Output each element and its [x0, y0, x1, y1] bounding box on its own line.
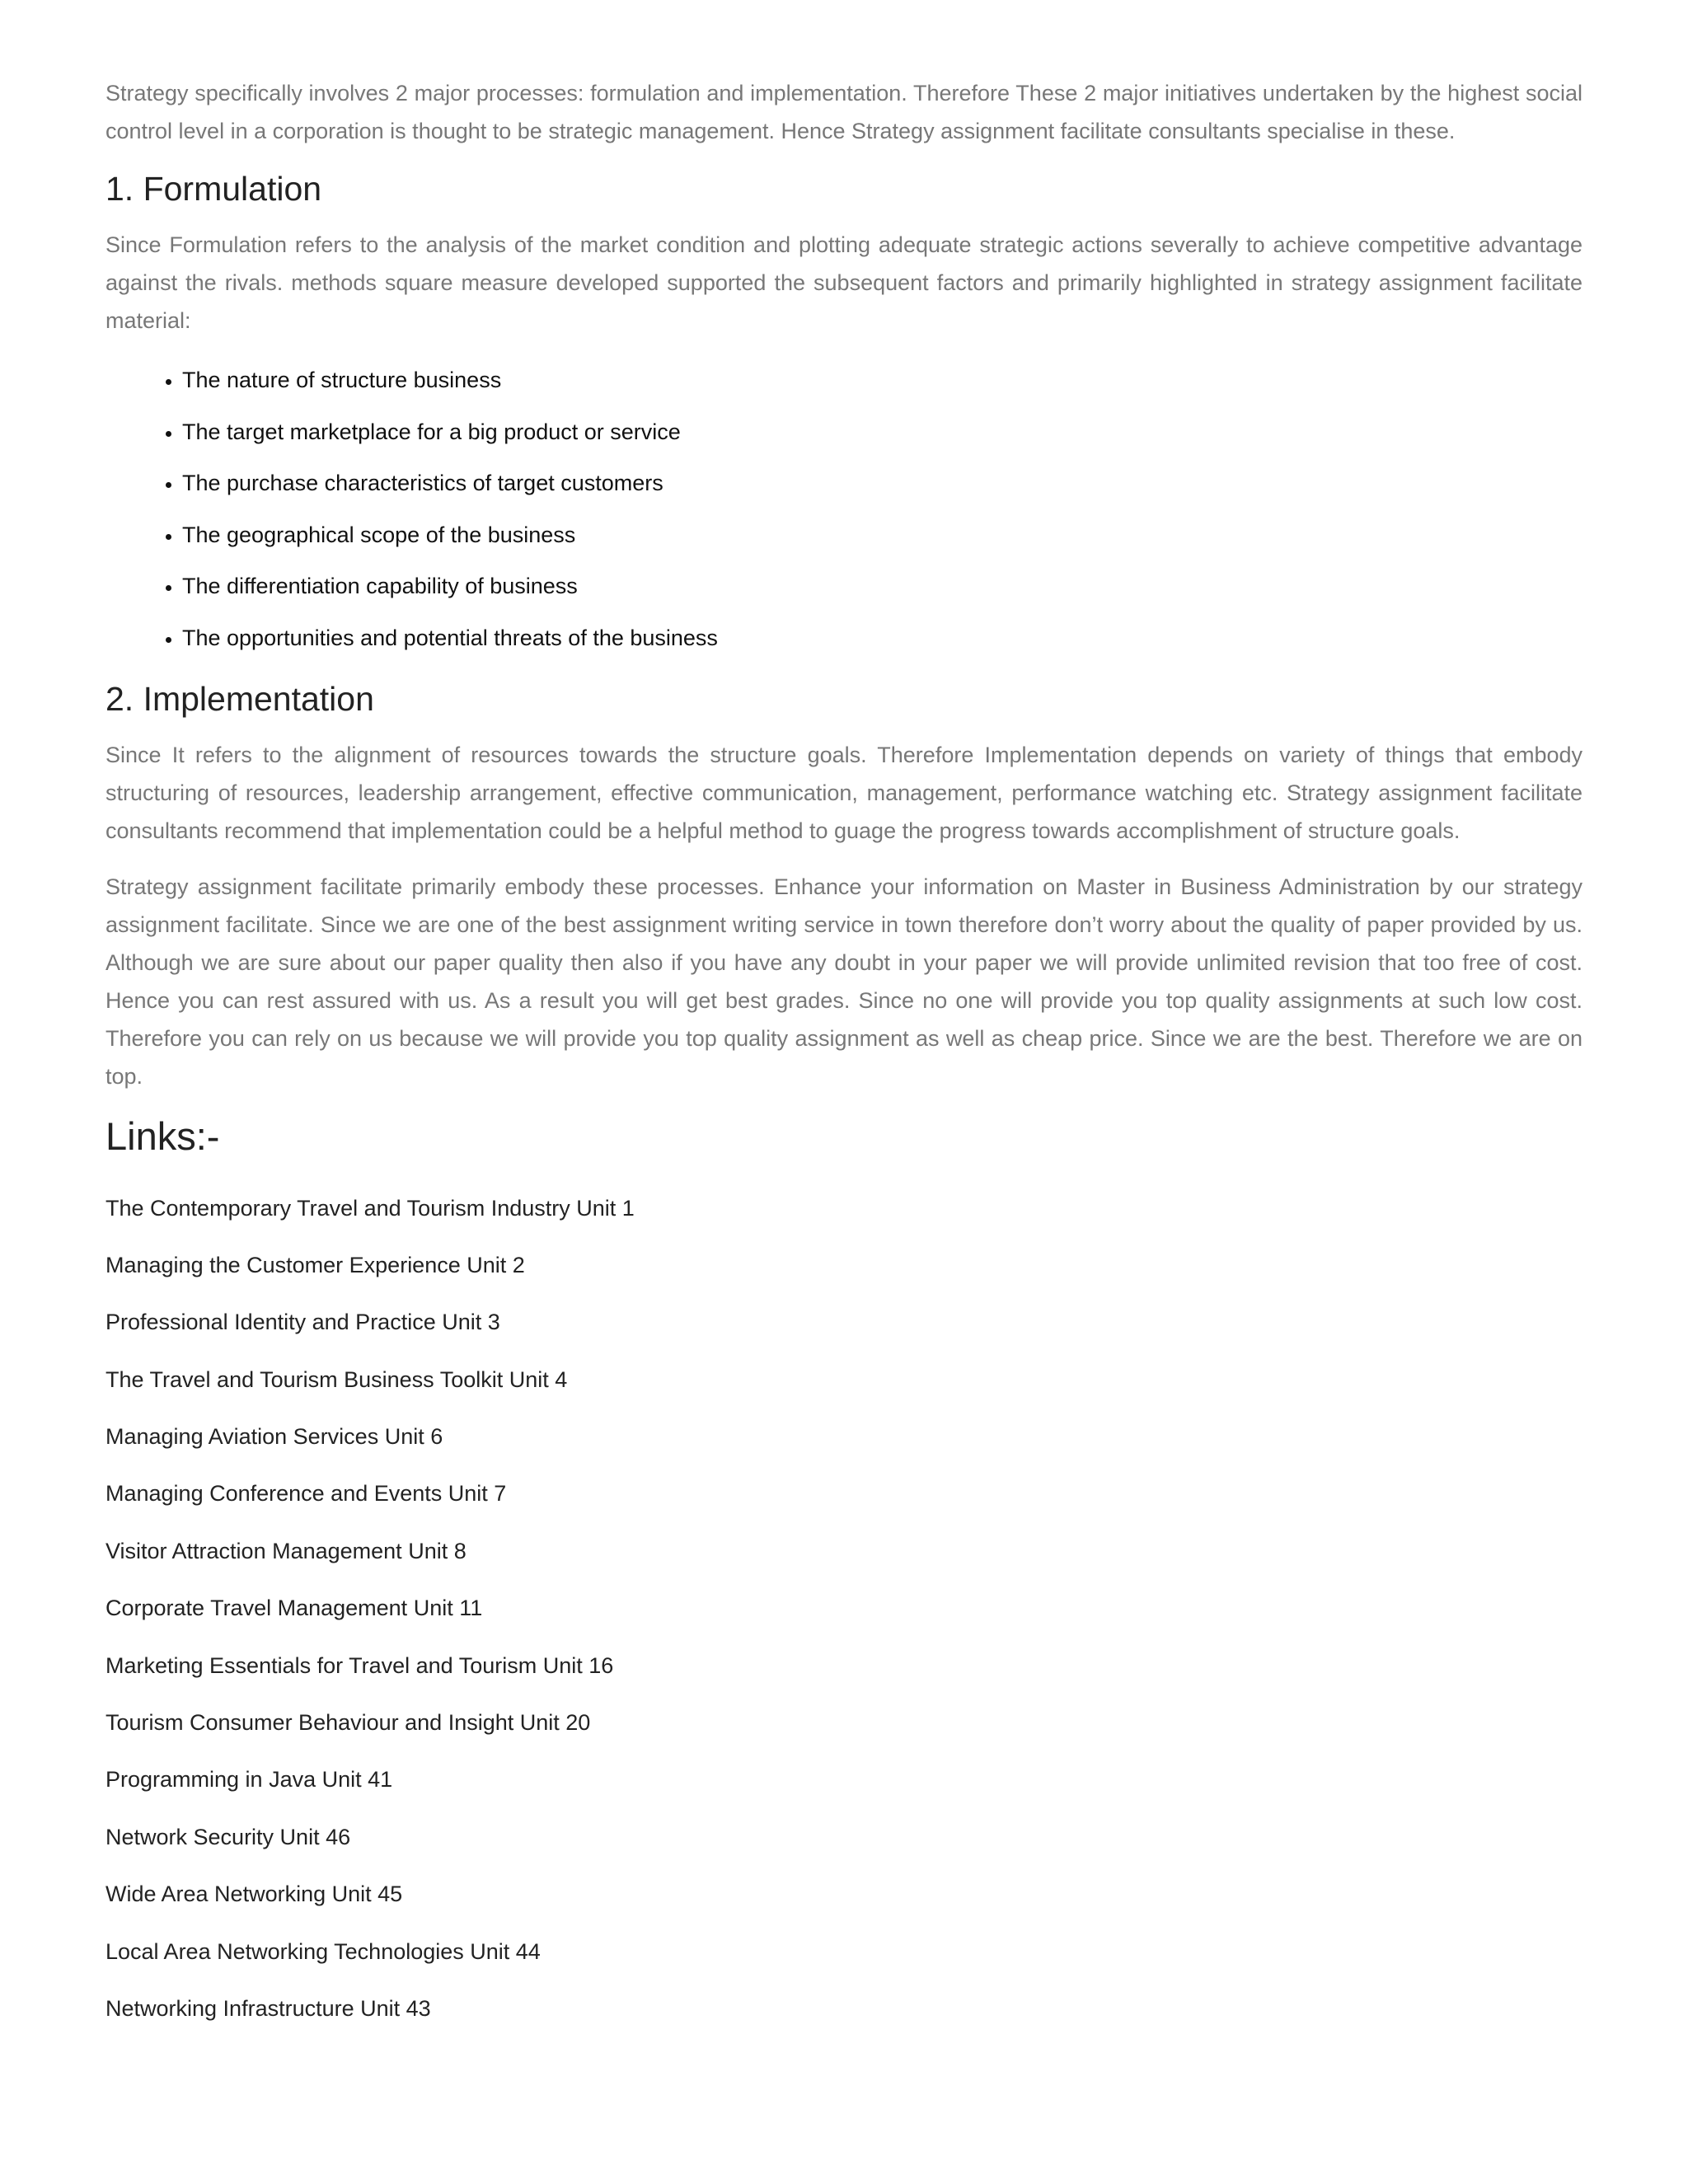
- links-list: [106, 1193, 1582, 2024]
- link-unit-6[interactable]: Managing Aviation Services Unit 6: [106, 1424, 443, 1450]
- link-unit-3[interactable]: Professional Identity and Practice Unit 3: [106, 1310, 500, 1335]
- formulation-paragraph: Since Formulation refers to the analysis of the market condition and plotting adequate strategic actions severally to achieve competitive advantage against the rivals. methods square measure developed supported the subsequent factors and primarily highlighted in strategy assignment facilitate material:: [106, 232, 1582, 333]
- implementation-paragraph: Since It refers to the alignment of resources towards the structure goals. Therefore Implementation depends on variety of things that embody structuring of resources, leadership arrangement, effective communication, management, performance watching etc. Strategy assignment facilitate consultants recommend that implementation could be a helpful method to guage the progress towards accomplishment of structure goals.: [106, 742, 1582, 843]
- list-item: • The nature of structure business: [182, 364, 1582, 396]
- link-unit-41[interactable]: Programming in Java Unit 41: [106, 1767, 393, 1793]
- intro-paragraph: Strategy specifically involves 2 major processes: formulation and implementation. Therefore These 2 major initiatives undertaken by the highest social control level in a corporation is thought to be strategic management. Hence Strategy assignment facilitate consultants specialise in these.: [106, 81, 1582, 143]
- link-unit-43[interactable]: Networking Infrastructure Unit 43: [106, 1995, 431, 2021]
- list-item: • The differentiation capability of business: [182, 570, 1582, 602]
- link-unit-16[interactable]: Marketing Essentials for Travel and Tourism Unit 16: [106, 1652, 614, 1678]
- links-heading: Links:-: [106, 1113, 220, 1158]
- list-item: • The purchase characteristics of target customers: [182, 467, 1582, 499]
- link-unit-45[interactable]: Wide Area Networking Unit 45: [106, 1882, 403, 1907]
- link-unit-2[interactable]: Managing the Customer Experience Unit 2: [106, 1252, 525, 1277]
- link-unit-1[interactable]: The Contemporary Travel and Tourism Industry Unit 1: [106, 1195, 635, 1221]
- link-unit-8[interactable]: Visitor Attraction Management Unit 8: [106, 1538, 467, 1563]
- implementation-heading: 2. Implementation: [106, 679, 374, 718]
- link-unit-11[interactable]: Corporate Travel Management Unit 11: [106, 1596, 483, 1621]
- formulation-factors-list: [106, 364, 1582, 654]
- link-unit-7[interactable]: Managing Conference and Events Unit 7: [106, 1481, 507, 1507]
- formulation-heading: 1. Formulation: [106, 170, 322, 208]
- link-unit-4[interactable]: The Travel and Tourism Business Toolkit Unit 4: [106, 1366, 568, 1392]
- closing-paragraph: Strategy assignment facilitate primarily embody these processes. Enhance your information on Master in Business Administration by our strategy assignment facilitate. Since we are one of the best assignment writing service in town therefore don’t worry about the quality of paper provided by us. Although we are sure about our paper quality then also if you have any doubt in your paper we will provide unlimited revision that too free of cost. Hence you can rest assured with us. As a result you will get best grades. Since no one will provide you top quality assignments at such low cost. Therefore you can rely on us because we will provide you top quality assignment as well as cheap price. Since we are the best. Therefore we are on top.: [106, 874, 1582, 1089]
- list-item: • The geographical scope of the business: [182, 519, 1582, 551]
- link-unit-46[interactable]: Network Security Unit 46: [106, 1824, 351, 1849]
- list-item: • The opportunities and potential threats of the business: [182, 622, 1582, 654]
- link-unit-44[interactable]: Local Area Networking Technologies Unit 44: [106, 1938, 541, 1964]
- list-item: • The target marketplace for a big product or service: [182, 416, 1582, 448]
- link-unit-20[interactable]: Tourism Consumer Behaviour and Insight Unit 20: [106, 1710, 591, 1736]
